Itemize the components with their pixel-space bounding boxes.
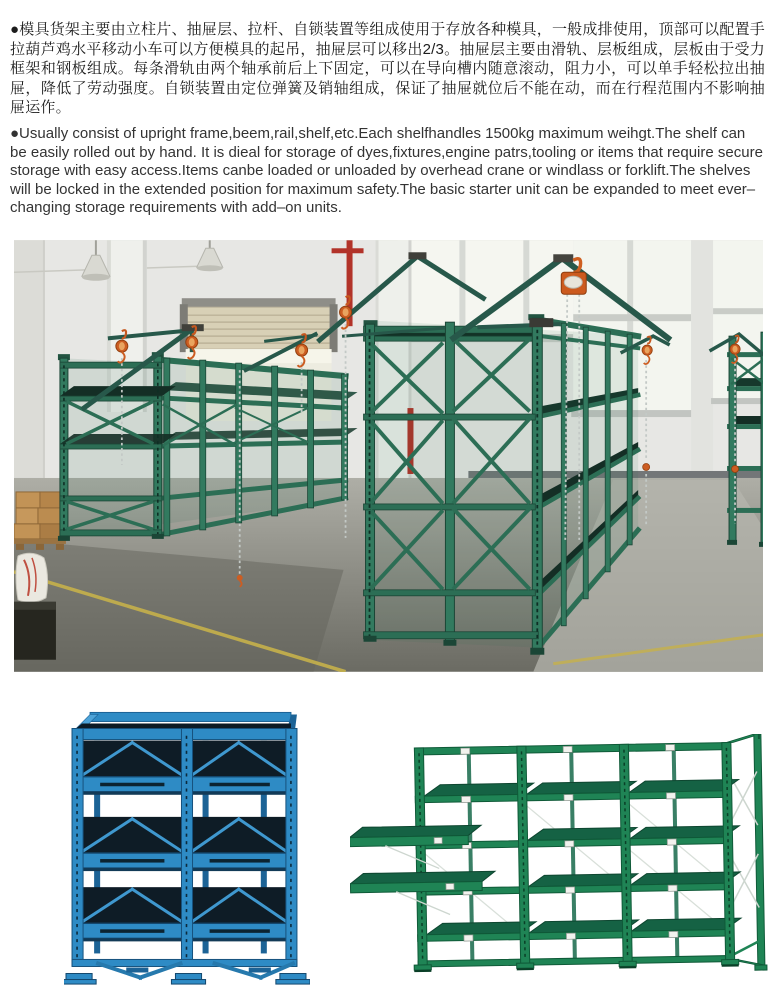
warehouse-photo-illustration <box>14 240 763 672</box>
green-rack-illustration <box>350 734 772 980</box>
description-paragraph-cn: ●模具货架主要由立柱片、抽屉层、拉杆、自锁装置等组成使用于存放各种模具，一般成排使用，顶部可以配置手拉葫芦鸡水平移动小车可以方便模具的起吊，抽屉层可以移出2/3。抽屉层主要由滑轨、层板组成，层板由于受力框架和钢板组成。每条滑轨由两个轴承前后上下固定，可以在导向槽内随意滚动，阻力小，可以单手轻松拉出抽屉，降低了劳动强度。自锁装置由定位弹簧及销轴组成，保证了抽屉就位后不能在动，而在行程范围内不影响抽屉运作。 <box>10 21 765 117</box>
blue-rack-figure <box>64 708 310 986</box>
green-rack-figure <box>350 734 772 980</box>
description-paragraph-en: ●Usually consist of upright frame,beem,rail,shelf,etc.Each shelfhandles 1500kg maximum weihgt.The shelf can be easily rolled out by hand. It is dieal for storage of dyes,fixtures,engine patrs,tooling or items that require secure storage with easy access.Items canbe loaded or unloaded by overhead crane or windlass or forklift.The shelves will be locked in the extended position for maximum safety.The basic starter unit can be expanded to meet ever–changing storage requirements with add–on units. <box>10 125 763 217</box>
blue-rack-illustration <box>64 708 310 986</box>
warehouse-photo-figure <box>14 240 763 672</box>
